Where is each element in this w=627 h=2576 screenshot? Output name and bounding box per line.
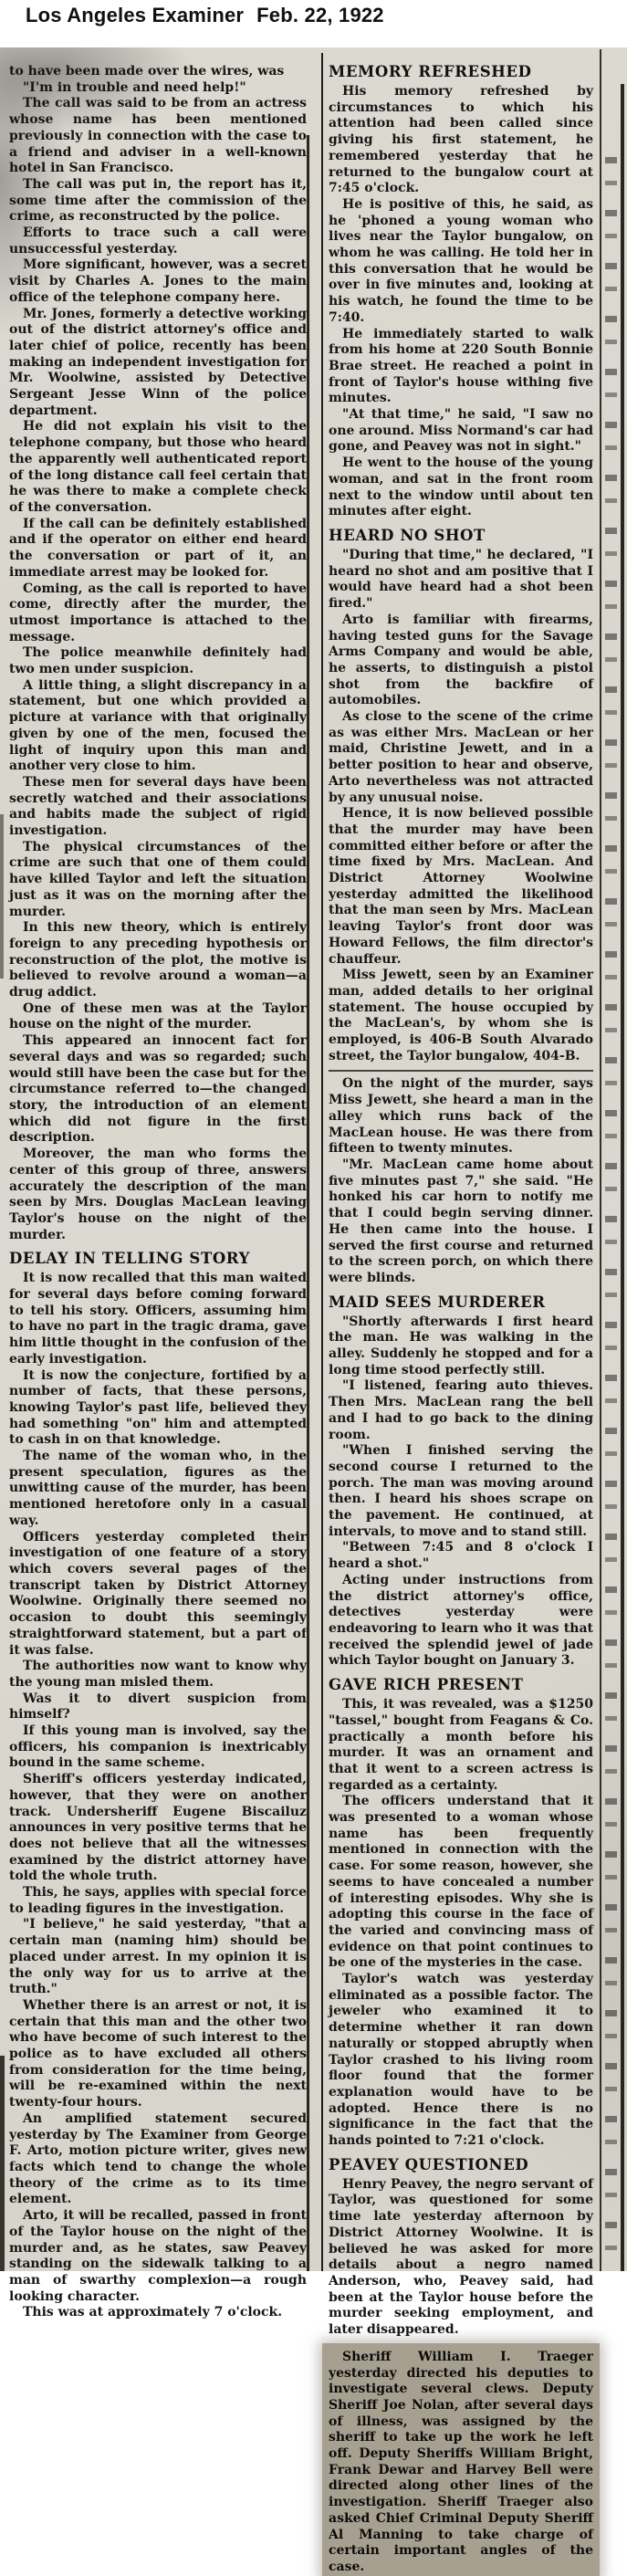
paragraph: Efforts to trace such a call were unsuccessful yesterday.	[9, 225, 307, 257]
paragraph: Officers yesterday completed their investigation of one feature of a story which covers several pages of the transcript taken by District Attorney Woolwine. Originally there seemed no occasion to doubt this seemingly straightforward statement, but a part of it was false.	[9, 1529, 307, 1658]
paragraph: One of these men was at the Taylor house on the night of the murder.	[9, 1000, 307, 1032]
subheading: PEAVEY QUESTIONED	[329, 2155, 529, 2173]
column-rule	[600, 49, 601, 2271]
article-column-left	[9, 64, 307, 2321]
paragraph: This was at approximately 7 o'clock.	[23, 2305, 283, 2320]
subheading: HEARD NO SHOT	[329, 526, 486, 544]
highlighted-paragraph: Sheriff William I. Traeger yesterday directed his deputies to investigate several clews. Deputy Sheriff Joe Nolan, after several days of illness, was assigned by the sheriff to take up the work he left off. Deputy Sheriffs William Bright, Frank Dewar and Harvey Bell were directed along other lines of the investigation. Sheriff Traeger also asked Chief Criminal Deputy Sheriff Al Manning to take charge of certain important angles of the case.	[329, 2349, 593, 2574]
scan-artifact	[0, 814, 4, 979]
paragraph: If the call can be definitely established and if the operator on either end heard the conversation or part of it, an immediate arrest may be looked for.	[9, 516, 307, 580]
paragraph: He did not explain his visit to the telephone company, but those who heard the apparently well authenticated report of the long distance call feel certain that he was there to make a complete check of the conversation.	[9, 419, 307, 515]
paragraph: The physical circumstances of the crime are such that one of them could have killed Taylor and left the situation just as it was on the morning after the murder.	[9, 839, 307, 919]
paragraph: More significant, however, was a secret visit by Charles A. Jones to the main office of the telephone company here.	[9, 257, 307, 305]
paragraph: "Mr. MacLean came home about five minutes past 7," she said. "He honked his car horn to notify me that I could begin serving dinner. He then came into the house. I served the first course and returned to the screen porch, on which there were blinds.	[329, 1157, 593, 1285]
paragraph: Acting under instructions from the district attorney's office, detectives yesterday were endeavoring to learn who it was that received the splendid jewel of jade which Taylor bought on January 3.	[329, 1572, 593, 1669]
paragraph: The authorities now want to know why the young man misled them.	[9, 1659, 307, 1690]
publication-name: Los Angeles Examiner	[26, 4, 245, 26]
paragraph: The police meanwhile definitely had two men under suspicion.	[9, 645, 307, 677]
paragraph: The call was said to be from an actress whose name has been mentioned previously in connection with the case to a friend and adviser in a well-known hotel in San Francisco.	[9, 96, 307, 176]
paragraph: In this new theory, which is entirely foreign to any preceding hypothesis or reconstruction of the plot, the motive is believed to revolve around a woman—a drug addict.	[9, 920, 307, 1000]
paragraph: Arto, it will be recalled, passed in front of the Taylor house on the night of the murder and, as he states, saw Peavey standing on the sidewalk talking to a man of swarthy complexion—a rough looking character.	[9, 2208, 307, 2304]
clipping-caption	[26, 4, 627, 44]
paragraph: Was it to divert suspicion from himself?	[9, 1691, 307, 1723]
paragraph: An amplified statement secured yesterday by The Examiner from George F. Arto, motion picture writer, gives new facts which tend to change the whole theory of the crime as to its time element.	[9, 2110, 307, 2207]
paragraph: A little thing, a slight discrepancy in a statement, but one which provided a picture at variance with that originally given by one of the men, focused the light of inquiry upon this man and another very close to him.	[9, 677, 307, 774]
paragraph: "Between 7:45 and 8 o'clock I heard a shot."	[329, 1540, 593, 1572]
paragraph: Hence, it is now believed possible that the murder may have been committed either before or after the time fixed by Mrs. MacLean. And District Attorney Woolwine yesterday admitted the likelihood that the man seen by Mrs. MacLean leaving Taylor's front door was Howard Fellows, the film director's chauffeur.	[329, 806, 593, 967]
paragraph: to have been made over the wires, was	[9, 64, 285, 79]
scan-artifact	[0, 2056, 5, 2271]
cut-off-text-fragments	[605, 157, 617, 2271]
subheading: MAID SEES MURDERER	[329, 1293, 546, 1311]
article-column-right	[329, 57, 593, 2576]
paragraph: He went to the house of the young woman, and sat in the front room next to the window until about ten minutes after eight.	[329, 456, 593, 519]
paragraph: "I listened, fearing auto thieves. Then Mrs. MacLean rang the bell and I had to go back to the dining room.	[329, 1378, 593, 1442]
column-rule	[307, 135, 309, 2271]
newspaper-clipping	[0, 47, 627, 2574]
paragraph: "When I finished serving the second course I returned to the porch. The man was moving around then. I heard his shoes scrape on the pavement. He continued, at intervals, to move and to stand still.	[329, 1443, 593, 1539]
paragraph: The call was put in, the report has it, some time after the commission of the crime, as reconstructed by the police.	[9, 176, 307, 225]
paragraph: "I'm in trouble and need help!"	[23, 79, 246, 95]
paragraph: Mr. Jones, formerly a detective working out of the district attorney's office and later chief of police, recently has been making an independent investigation for Mr. Woolwine, assisted by Detective Sergeant Jesse Winn of the police department.	[9, 306, 307, 418]
paragraph: He is positive of this, he said, as he 'phoned a young woman who lives near the Taylor bungalow, on whom he was calling. He told her in this conversation that he would be over in five minutes and, looking at his watch, he found the time to be 7:40.	[329, 196, 593, 325]
paragraph: Henry Peavey, the negro servant of Taylor, was questioned for some time late yesterday afternoon by District Attorney Woolwine. It is believed he was asked for more details about a negro named Anderson, who, Peavey said, had been at the Taylor house before the murder seeking employment, and later disappeared.	[329, 2176, 593, 2338]
paragraph: His memory refreshed by circumstances to which his attention had been called since giving his first statement, he remembered yesterday that he returned to the bungalow court at 7:45 o'clock.	[329, 84, 593, 196]
paragraph: "I believe," he said yesterday, "that a certain man (naming him) should be placed under arrest. In my opinion it is the only way for us to arrive at the truth."	[9, 1917, 307, 1997]
paragraph: It is now the conjecture, fortified by a number of facts, that these persons, knowing Taylor's past life, believed they had something "on" him and attempted to cash in on that knowledge.	[9, 1367, 307, 1448]
paragraph: "Shortly afterwards I first heard the man. He was walking in the alley. Suddenly he stopped and for a long time stood perfectly still.	[329, 1314, 593, 1377]
paragraph: The officers understand that it was presented to a woman whose name has been frequently mentioned in connection with the case. For some reason, however, she seems to have concealed a number of interesting episodes. Why she is adopting this course in the face of the varied and convincing mass of evidence on that point continues to be one of the mysteries in the case.	[329, 1794, 593, 1971]
subheading: DELAY IN TELLING STORY	[9, 1250, 250, 1268]
subheading: MEMORY REFRESHED	[329, 63, 532, 80]
paragraph: As close to the scene of the crime as was either Mrs. MacLean or her maid, Christine Jewett, and in a better position to hear and observe, Arto nevertheless was not attracted by any unusual noise.	[329, 709, 593, 805]
paragraph: These men for several days have been secretly watched and their associations and habits made the subject of rigid investigation.	[9, 774, 307, 839]
paragraph: This, it was revealed, was a $1250 "tassel," bought from Feagans & Co. practically a month before his murder. It was an ornament and that it went to a screen actress is regarded as a certainty.	[329, 1697, 593, 1793]
paragraph: He immediately started to walk from his home at 220 South Bonnie Brae street. He reached a point in front of Taylor's house withing five minutes.	[329, 326, 593, 406]
page-edge-rule	[621, 84, 624, 2271]
paragraph: Whether there is an arrest or not, it is certain that this man and the other two who have become of such interest to the police as to have excluded all others from consideration for the time being, will be re-examined within the next twenty-four hours.	[9, 1997, 307, 2110]
publication-date: Feb. 22, 1922	[256, 4, 384, 26]
paragraph: The name of the woman who, in the present speculation, figures as the unwitting cause of the murder, has been mentioned heretofore only in a casual way.	[9, 1449, 307, 1528]
paragraph: "At that time," he said, "I saw no one around. Miss Normand's car had gone, and Peavey was not in sight."	[329, 407, 593, 455]
paragraph: Miss Jewett, seen by an Examiner man, added details to her original statement. The house occupied by the MacLean's, by whom she is employed, is 406-B South Alvarado street, the Taylor bungalow, 404-B.	[329, 968, 593, 1063]
paragraph: If this young man is involved, say the officers, his companion is inextricably bound in the same scheme.	[9, 1723, 307, 1771]
paragraph: "During that time," he declared, "I heard no shot and am positive that I would have heard had a shot been fired."	[329, 547, 593, 612]
paragraph: Taylor's watch was yesterday eliminated as a possible factor. The jeweler who examined it to determine whether it ran down naturally or stopped abruptly when Taylor crashed to his living room floor found that the former explanation would have to be adopted. Hence there is no significance in the fact that the hands pointed to 7:21 o'clock.	[329, 1972, 593, 2149]
subheading: GAVE RICH PRESENT	[329, 1676, 524, 1694]
paragraph: Arto is familiar with firearms, having tested guns for the Savage Arms Company and would be able, he asserts, to distinguish a pistol shot from the backfire of automobiles.	[329, 612, 593, 708]
paragraph: Sheriff's officers yesterday indicated, however, that they were on another track. Undersheriff Eugene Biscailuz announces in very positive terms that he does not believe that all the witnesses examined by the district attorney have told the whole truth.	[9, 1772, 307, 1884]
paragraph: It is now recalled that this man waited for several days before coming forward to tell his story. Officers, assuming him to have no part in the tragic drama, gave him little thought in the confusion of the early investigation.	[9, 1271, 307, 1367]
paragraph: This appeared an innocent fact for several days and was so regarded; such would still have been the case but for the circumstance referred to—the changed story, the introduction of an element which did not figure in the first description.	[9, 1033, 307, 1146]
paragraph: This, he says, applies with special force to leading figures in the investigation.	[9, 1885, 307, 1916]
divider	[329, 1070, 593, 1072]
column-rule	[321, 53, 323, 2271]
paragraph: Moreover, the man who forms the center of this group of three, answers accurately the description of the man seen by Mrs. Douglas MacLean leaving Taylor's house on the night of the murder.	[9, 1147, 307, 1242]
paragraph: On the night of the murder, says Miss Jewett, she heard a man in the alley which runs back of the MacLean house. He was there from fifteen to twenty minutes.	[329, 1076, 593, 1157]
paragraph: Coming, as the call is reported to have come, directly after the murder, the utmost importance is attached to the message.	[9, 581, 307, 644]
